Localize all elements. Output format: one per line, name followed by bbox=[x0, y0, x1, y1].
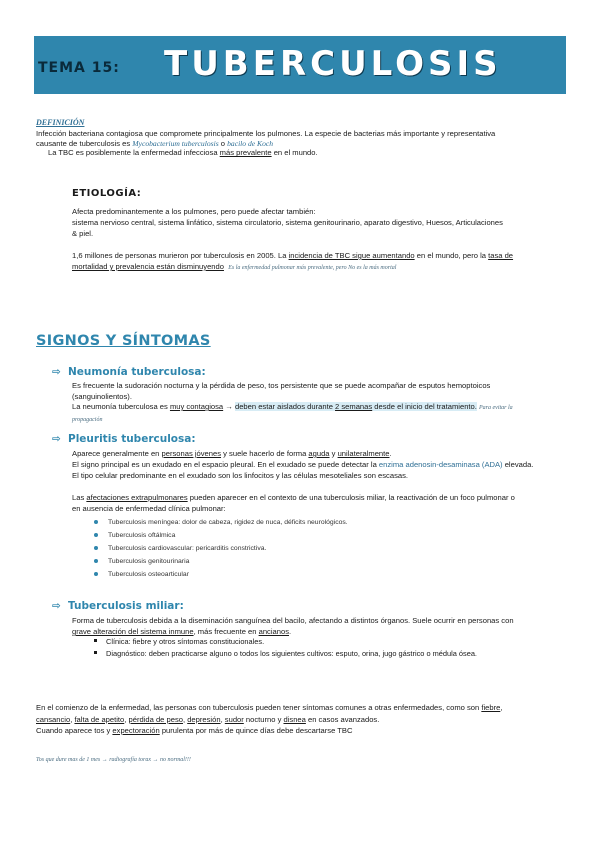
arrow-right-icon: ⇨ bbox=[52, 366, 61, 378]
pneumonia-text: Es frecuente la sudoración nocturna y la pérdida de peso, tos persistente que se puede acompañar de esputos hemoptoicos (sanguinolientos). La neumonía tuberculosa es muy contagiosa → deben estar aislados durante 2 semanas desde el inicio del tratamiento. Para evitar la propagación bbox=[72, 381, 513, 423]
topic-number: TEMA 15: bbox=[38, 60, 120, 76]
title-banner bbox=[34, 36, 566, 94]
handwritten-note: Tos que dure mas de 1 mes → radiografía torax → no normal!!! bbox=[36, 757, 191, 763]
etiology-heading: ETIOLOGÍA: bbox=[72, 188, 142, 199]
miliary-subheading: ⇨ Tuberculosis miliar: bbox=[52, 600, 184, 612]
arrow-right-icon: ⇨ bbox=[52, 433, 61, 445]
list-item: Tuberculosis oftálmica bbox=[92, 529, 348, 542]
etiology-note: Es la enfermedad pulmonar más prevalente, pero No es la más mortal bbox=[228, 265, 397, 271]
definition-heading: DEFINICIÓN bbox=[36, 118, 85, 127]
pneumonia-subheading: ⇨ Neumonía tuberculosa: bbox=[52, 366, 206, 378]
pleuritis-subheading: ⇨ Pleuritis tuberculosa: bbox=[52, 433, 196, 445]
miliary-list bbox=[92, 636, 477, 659]
etiology-text: Afecta predominantemente a los pulmones, pero puede afectar también: sistema nervioso central, sistema linfático, sistema circulatorio, sistema genitourinario, aparato digestivo, Huesos, Articulaciones & piel. bbox=[72, 207, 503, 238]
list-item: Diagnóstico: deben practicarse alguno o todos los siguientes cultivos: esputo, orina, jugo gástrico o médula ósea. bbox=[92, 648, 477, 660]
arrow-right-icon: ⇨ bbox=[52, 600, 61, 612]
list-item: Tuberculosis osteoarticular bbox=[92, 568, 348, 581]
extrapulmonary-text: Las afectaciones extrapulmonares pueden aparecer en el contexto de una tuberculosis miliar, la reactivación de un foco pulmonar o en ausencia de enfermedad clínica pulmonar: bbox=[72, 493, 515, 513]
list-item: Clínica: fiebre y otros síntomas constitucionales. bbox=[92, 636, 477, 648]
etiology-stats: 1,6 millones de personas murieron por tuberculosis en 2005. La incidencia de TBC sigue aumentando en el mundo, pero la tasa de mortalidad y prevalencia están disminuyendo Es la enfermedad pulmonar más prevalente, pero No es la más mortal bbox=[72, 251, 514, 271]
pleuritis-text: Aparece generalmente en personas jóvenes y suele hacerlo de forma aguda y unilateralmente. El signo principal es un exudado en el espacio pleural. En el exudado se puede detectar la enzima adenosin-desaminasa (ADA) elevada. El tipo celular predominante en el exudado son los linfocitos y las células mesoteliales son escasas. bbox=[72, 449, 534, 480]
extrapulmonary-list bbox=[92, 516, 348, 581]
onset-text: En el comienzo de la enfermedad, las personas con tuberculosis pueden tener síntomas comunes a otras enfermedades, como son fiebre, cansancio, falta de apetito, pérdida de peso, depresión, sudor nocturno y disnea en casos avanzados. Cuando aparece tos y expectoración purulenta por más de quince días debe descartarse TBC bbox=[36, 703, 503, 735]
page-title: TUBERCULOSIS bbox=[164, 44, 502, 84]
definition-text: Infección bacteriana contagiosa que compromete principalmente los pulmones. La especie de bacterias más importante y representativa causante de tuberculosis es Mycobacterium tuberculosis o bacilo de Koch La TBC es posiblemente la enfermedad infecciosa más prevalente en el mundo. bbox=[36, 129, 496, 158]
miliary-text: Forma de tuberculosis debida a la diseminación sanguínea del bacilo, afectando a distintos órganos. Suele ocurrir en personas con grave alteración del sistema inmune, más frecuente en ancianos. bbox=[72, 616, 514, 636]
list-item: Tuberculosis meníngea: dolor de cabeza, rigidez de nuca, déficits neurológicos. bbox=[92, 516, 348, 529]
list-item: Tuberculosis genitourinaria bbox=[92, 555, 348, 568]
signs-heading: SIGNOS Y SÍNTOMAS bbox=[36, 333, 211, 349]
list-item: Tuberculosis cardiovascular: pericarditis constrictiva. bbox=[92, 542, 348, 555]
